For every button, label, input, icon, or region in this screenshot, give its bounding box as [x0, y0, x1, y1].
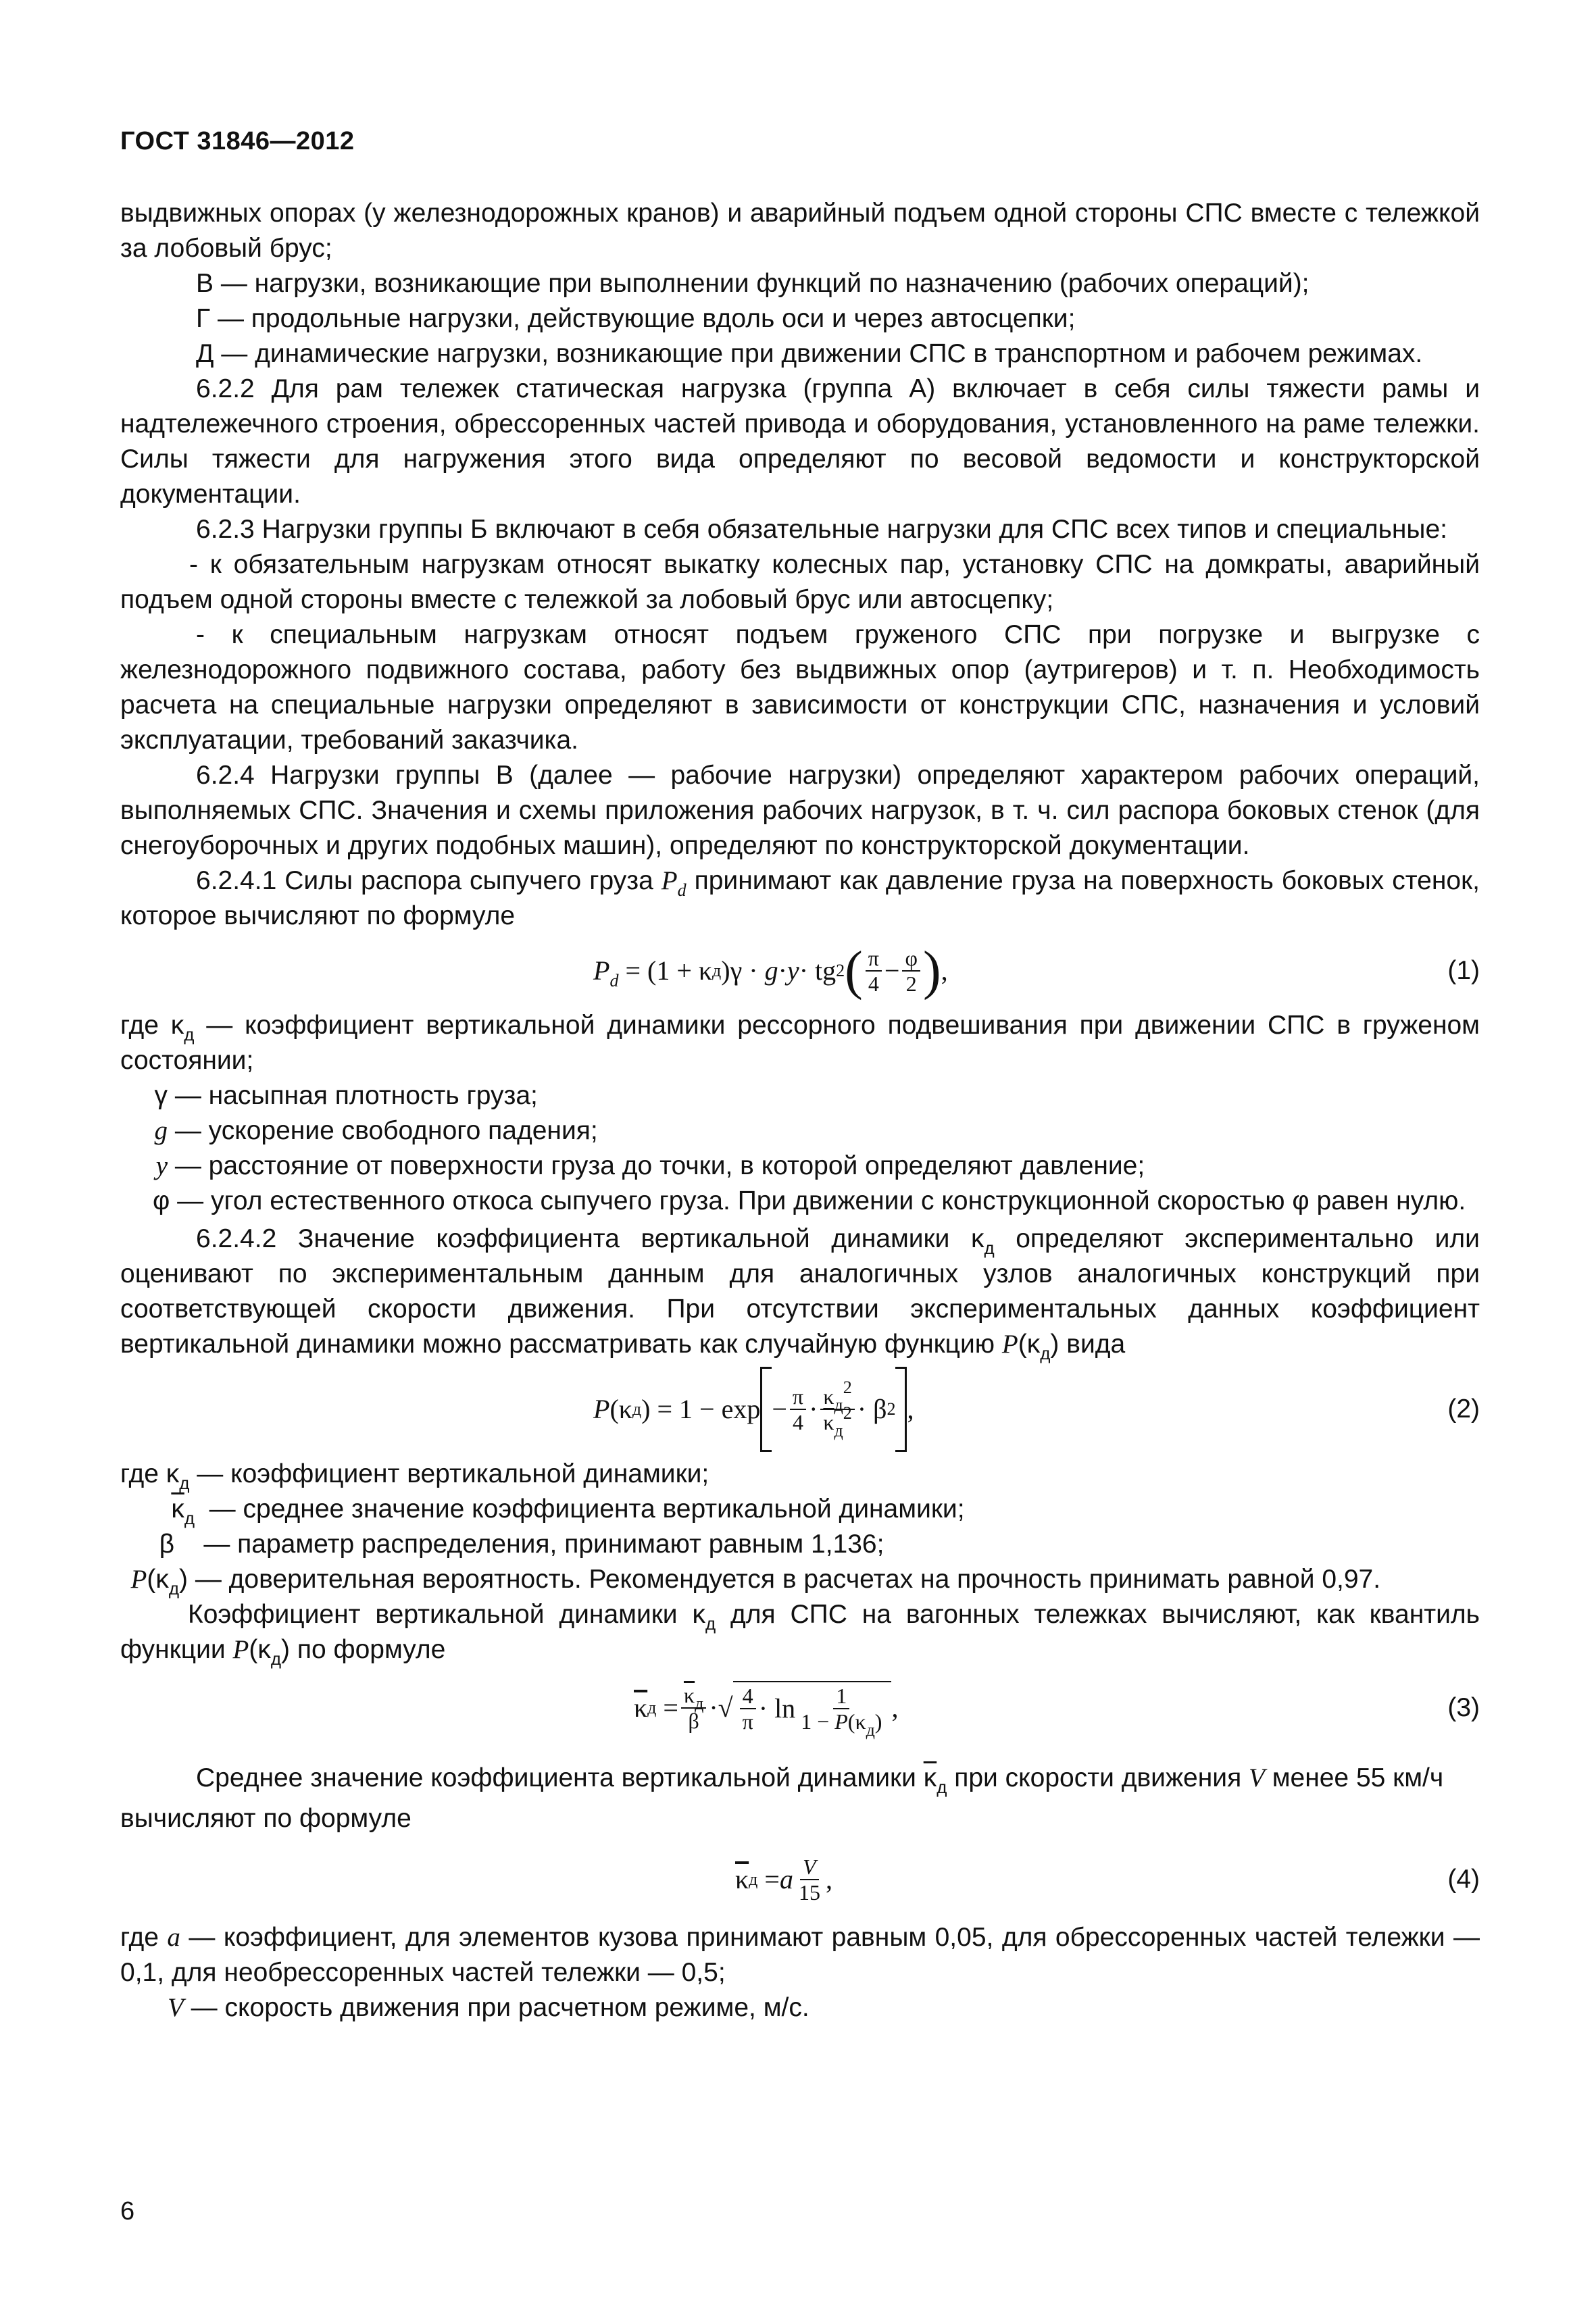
paragraph: Д — динамические нагрузки, возникающие при движении СПС в транспортном и рабочем режимах.	[196, 339, 1423, 368]
paragraph: 6.2.4 Нагрузки группы В (далее — рабочие нагрузки) определяют характером рабочих операций, выполняемых СПС. Значения и схемы приложения рабочих нагрузок, в т. ч. сил распора боковых стенок (для снегоуборочных и других подобных машин), определяют по конструкторской документации.	[120, 761, 1480, 860]
formula-number: (2)	[1447, 1394, 1480, 1424]
formula-4: $\overline{\kappa}$ д = a $\frac{V}{15}$ , (4)	[120, 1839, 1480, 1920]
paragraph: где $\kappa_д$ — коэффициент вертикальной динамики рессорного подвешивания при движении СПС в груженом состоянии;	[120, 1011, 1480, 1075]
paragraph: В — нагрузки, возникающие при выполнении функций по назначению (рабочих операций);	[196, 269, 1310, 298]
definition-item: y — расстояние от поверхности груза до точки, в которой определяют давление;	[155, 1151, 1145, 1180]
document-header: ГОСТ 31846—2012	[120, 127, 355, 155]
paragraph: V — скорость движения при расчетном режиме, м/с.	[168, 1993, 809, 2022]
formula-number: (3)	[1447, 1693, 1480, 1722]
definition-list	[120, 1492, 1480, 1597]
paragraph: где $\kappa_д$ — коэффициент вертикальной динамики;	[120, 1459, 709, 1493]
definition-list	[120, 1078, 1480, 1219]
paragraph: - к обязательным нагрузкам относят выкатку колесных пар, установку СПС на домкраты, аварийный подъем одной стороны вместе с тележкой за лобовый брус или автосцепку;	[120, 550, 1480, 614]
paragraph: вычисляют по формуле	[120, 1804, 412, 1833]
definition-item: $P(\kappa_д)$ — доверительная вероятность. Рекомендуется в расчетах на прочность принимать равной 0,97.	[130, 1565, 1381, 1599]
formula-number: (1)	[1447, 956, 1480, 985]
paragraph: Коэффициент вертикальной динамики $\kappa_д$ для СПС на вагонных тележках вычисляют, как квантиль функции $P(\kappa_д)$ по формуле	[120, 1600, 1480, 1669]
paragraph: 6.2.4.1 Силы распора сыпучего груза $P_d$ принимают как давление груза на поверхность боковых стенок, которое вычисляют по формуле	[120, 866, 1480, 930]
page-number: 6	[120, 2197, 135, 2225]
formula-1: $P_d$ = (1 + κ д )γ · g · y · tg 2 ( $\frac{\pi}{4}$ − $\frac{\varphi}{2}$ ) , (1)	[120, 934, 1480, 1008]
definition-item: $\overline{\kappa}_д$ — среднее значение коэффициента вертикальной динамики;	[171, 1494, 965, 1528]
paragraph: 6.2.3 Нагрузки группы Б включают в себя обязательные нагрузки для СПС всех типов и специальные:	[196, 515, 1447, 544]
paragraph: Г — продольные нагрузки, действующие вдоль оси и через автосцепки;	[196, 304, 1076, 333]
formula-2: P (κ д ) = 1 − exp − $\frac{\pi}{4}$ · $\frac{\kappa_д^2}{\overline{\kappa}_д^2}$ · β 2 , (2)	[120, 1362, 1480, 1457]
definition-item: φ — угол естественного откоса сыпучего груза. При движении с конструкционной скоростью φ равен нулю.	[153, 1186, 1466, 1215]
definition-item: β — параметр распределения, принимают равным 1,136;	[159, 1530, 884, 1559]
definition-item: g — ускорение свободного падения;	[154, 1116, 598, 1145]
definition-item: γ — насыпная плотность груза;	[154, 1081, 538, 1110]
paragraph: выдвижных опорах (у железнодорожных кранов) и аварийный подъем одной стороны СПС вместе с тележкой за лобовый брус;	[120, 199, 1480, 263]
paragraph: Среднее значение коэффициента вертикальной динамики $\overline{\kappa}_д$ при скорости движения V менее 55 км/ч	[196, 1763, 1444, 1797]
paragraph: 6.2.2 Для рам тележек статическая нагрузка (группа А) включает в себя силы тяжести рамы и надтележечного строения, обрессоренных частей привода и оборудования, установленного на раме тележки. Силы тяжести для нагружения этого вида определяют по весовой ведомости и конструкторской документации.	[120, 374, 1480, 509]
formula-3: $\overline{\kappa}$ д = $\frac{\overline{\kappa}_д}{\beta}$ · √ $\frac{4}{\pi}$ · ln $\frac{1}{1 - P(\kappa_д)}$ , (3)	[120, 1667, 1480, 1749]
paragraph: где a — коэффициент, для элементов кузова принимают равным 0,05, для обрессоренных частей тележки — 0,1, для необрессоренных частей тележки — 0,5;	[120, 1923, 1480, 1987]
paragraph: 6.2.4.2 Значение коэффициента вертикальной динамики $\kappa_д$ определяют экспериментально или оценивают по экспериментальным данным для аналогичных узлов аналогичных конструкций при соответствующей скорости движения. При отсутствии экспериментальных данных коэффициент вертикальной динамики можно рассматривать как случайную функцию $P(\kappa_д)$ вида	[120, 1224, 1480, 1363]
formula-number: (4)	[1447, 1865, 1480, 1894]
document-body	[120, 196, 1480, 2026]
paragraph: - к специальным нагрузкам относят подъем груженого СПС при погрузке и выгрузке с железнодорожного подвижного состава, работу без выдвижных опор (аутригеров) и т. п. Необходимость расчета на специальные нагрузки определяют в зависимости от конструкции СПС, назначения и условий эксплуатации, требований заказчика.	[120, 620, 1480, 755]
